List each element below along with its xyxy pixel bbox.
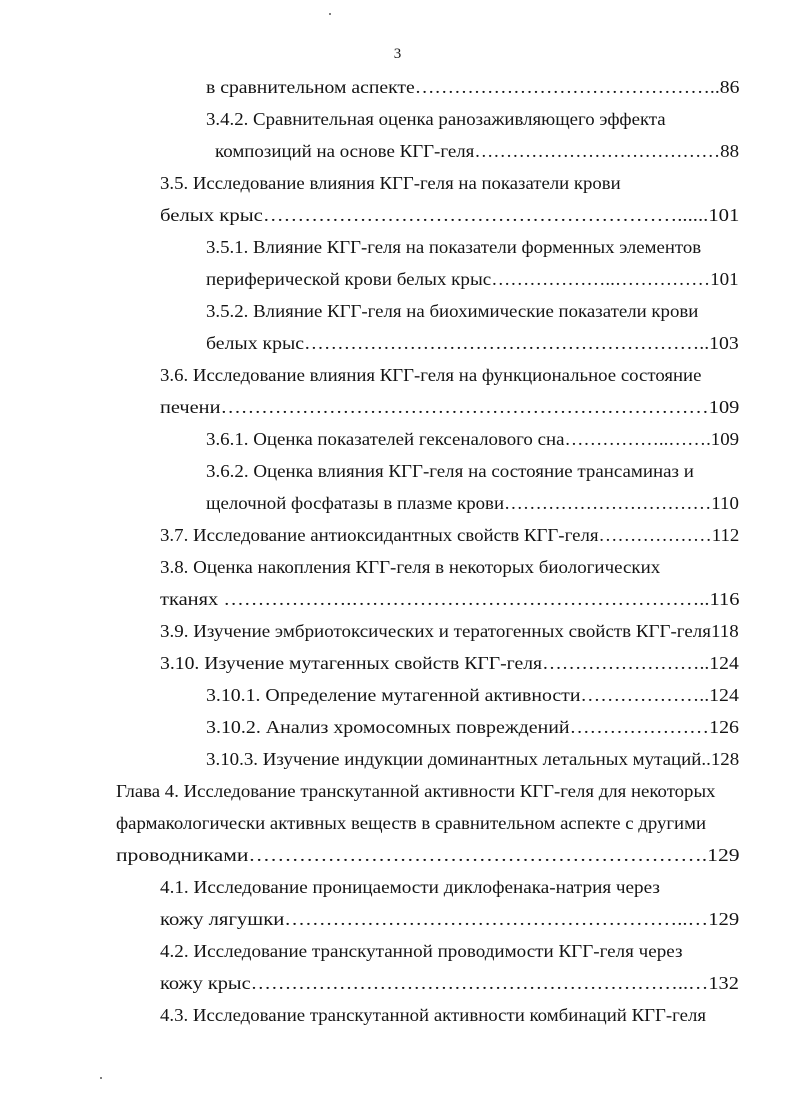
toc-line: 3.7. Исследование антиоксидантных свойств КГГ-геля………………112 (160, 525, 740, 545)
toc-line: 3.5. Исследование влияния КГГ-геля на показатели крови (160, 173, 621, 193)
toc-line: щелочной фосфатазы в плазме крови……………………………110 (206, 493, 739, 513)
toc-line: белых крыс……………………………………………………..103 (206, 333, 739, 353)
toc-line: 4.3. Исследование транскутанной активности комбинаций КГГ-геля (160, 1005, 706, 1025)
toc-line: печени………………………………………………………………109 (160, 397, 740, 417)
toc-line: тканях ……………….……………………………………………..116 (160, 589, 740, 609)
toc-line: 3.5.2. Влияние КГГ-геля на биохимические показатели крови (206, 301, 699, 321)
toc-line: 3.10.3. Изучение индукции доминантных летальных мутаций..128 (206, 749, 740, 769)
scan-speck (329, 13, 331, 15)
toc-line: фармакологически активных веществ в сравнительном аспекте с другими (116, 813, 707, 833)
page-number: 3 (393, 46, 402, 62)
toc-line: 3.10.1. Определение мутагенной активности………………..124 (206, 685, 739, 705)
toc-line: композиций на основе КГГ-геля…………………………………88 (215, 141, 740, 161)
toc-line: в сравнительном аспекте………………………………………..86 (206, 77, 740, 97)
toc-line: Глава 4. Исследование транскутанной активности КГГ-геля для некоторых (116, 781, 716, 801)
scan-speck (100, 1077, 102, 1079)
toc-line: 4.1. Исследование проницаемости диклофенака-натрия через (160, 877, 660, 897)
toc-line: проводниками……………………………………………………….129 (116, 845, 740, 865)
toc-line: 3.4.2. Сравнительная оценка ранозаживляющего эффекта (206, 109, 666, 129)
toc-line: 3.6.2. Оценка влияния КГГ-геля на состояние трансаминаз и (206, 461, 694, 481)
toc-line: 3.5.1. Влияние КГГ-геля на показатели форменных элементов (206, 237, 702, 257)
toc-line: белых крыс……………………………………………………......101 (160, 205, 740, 225)
toc-line: кожу лягушки…………………………………………………..…129 (160, 909, 740, 929)
toc-line: 4.2. Исследование транскутанной проводимости КГГ-геля через (160, 941, 683, 961)
toc-line: 3.9. Изучение эмбриотоксических и тератогенных свойств КГГ-геля118 (160, 621, 739, 641)
toc-line: 3.10. Изучение мутагенных свойств КГГ-геля……………………..124 (160, 653, 739, 673)
toc-line: 3.10.2. Анализ хромосомных повреждений…………………126 (206, 717, 739, 737)
toc-line: 3.8. Оценка накопления КГГ-геля в некоторых биологических (160, 557, 661, 577)
toc-line: периферической крови белых крыс………………..……………101 (206, 269, 739, 289)
toc-line: кожу крыс………………………………………………………..…132 (160, 973, 739, 993)
toc-line: 3.6.1. Оценка показателей гексеналового сна……………..…….109 (206, 429, 740, 449)
toc-line: 3.6. Исследование влияния КГГ-геля на функциональное состояние (160, 365, 702, 385)
